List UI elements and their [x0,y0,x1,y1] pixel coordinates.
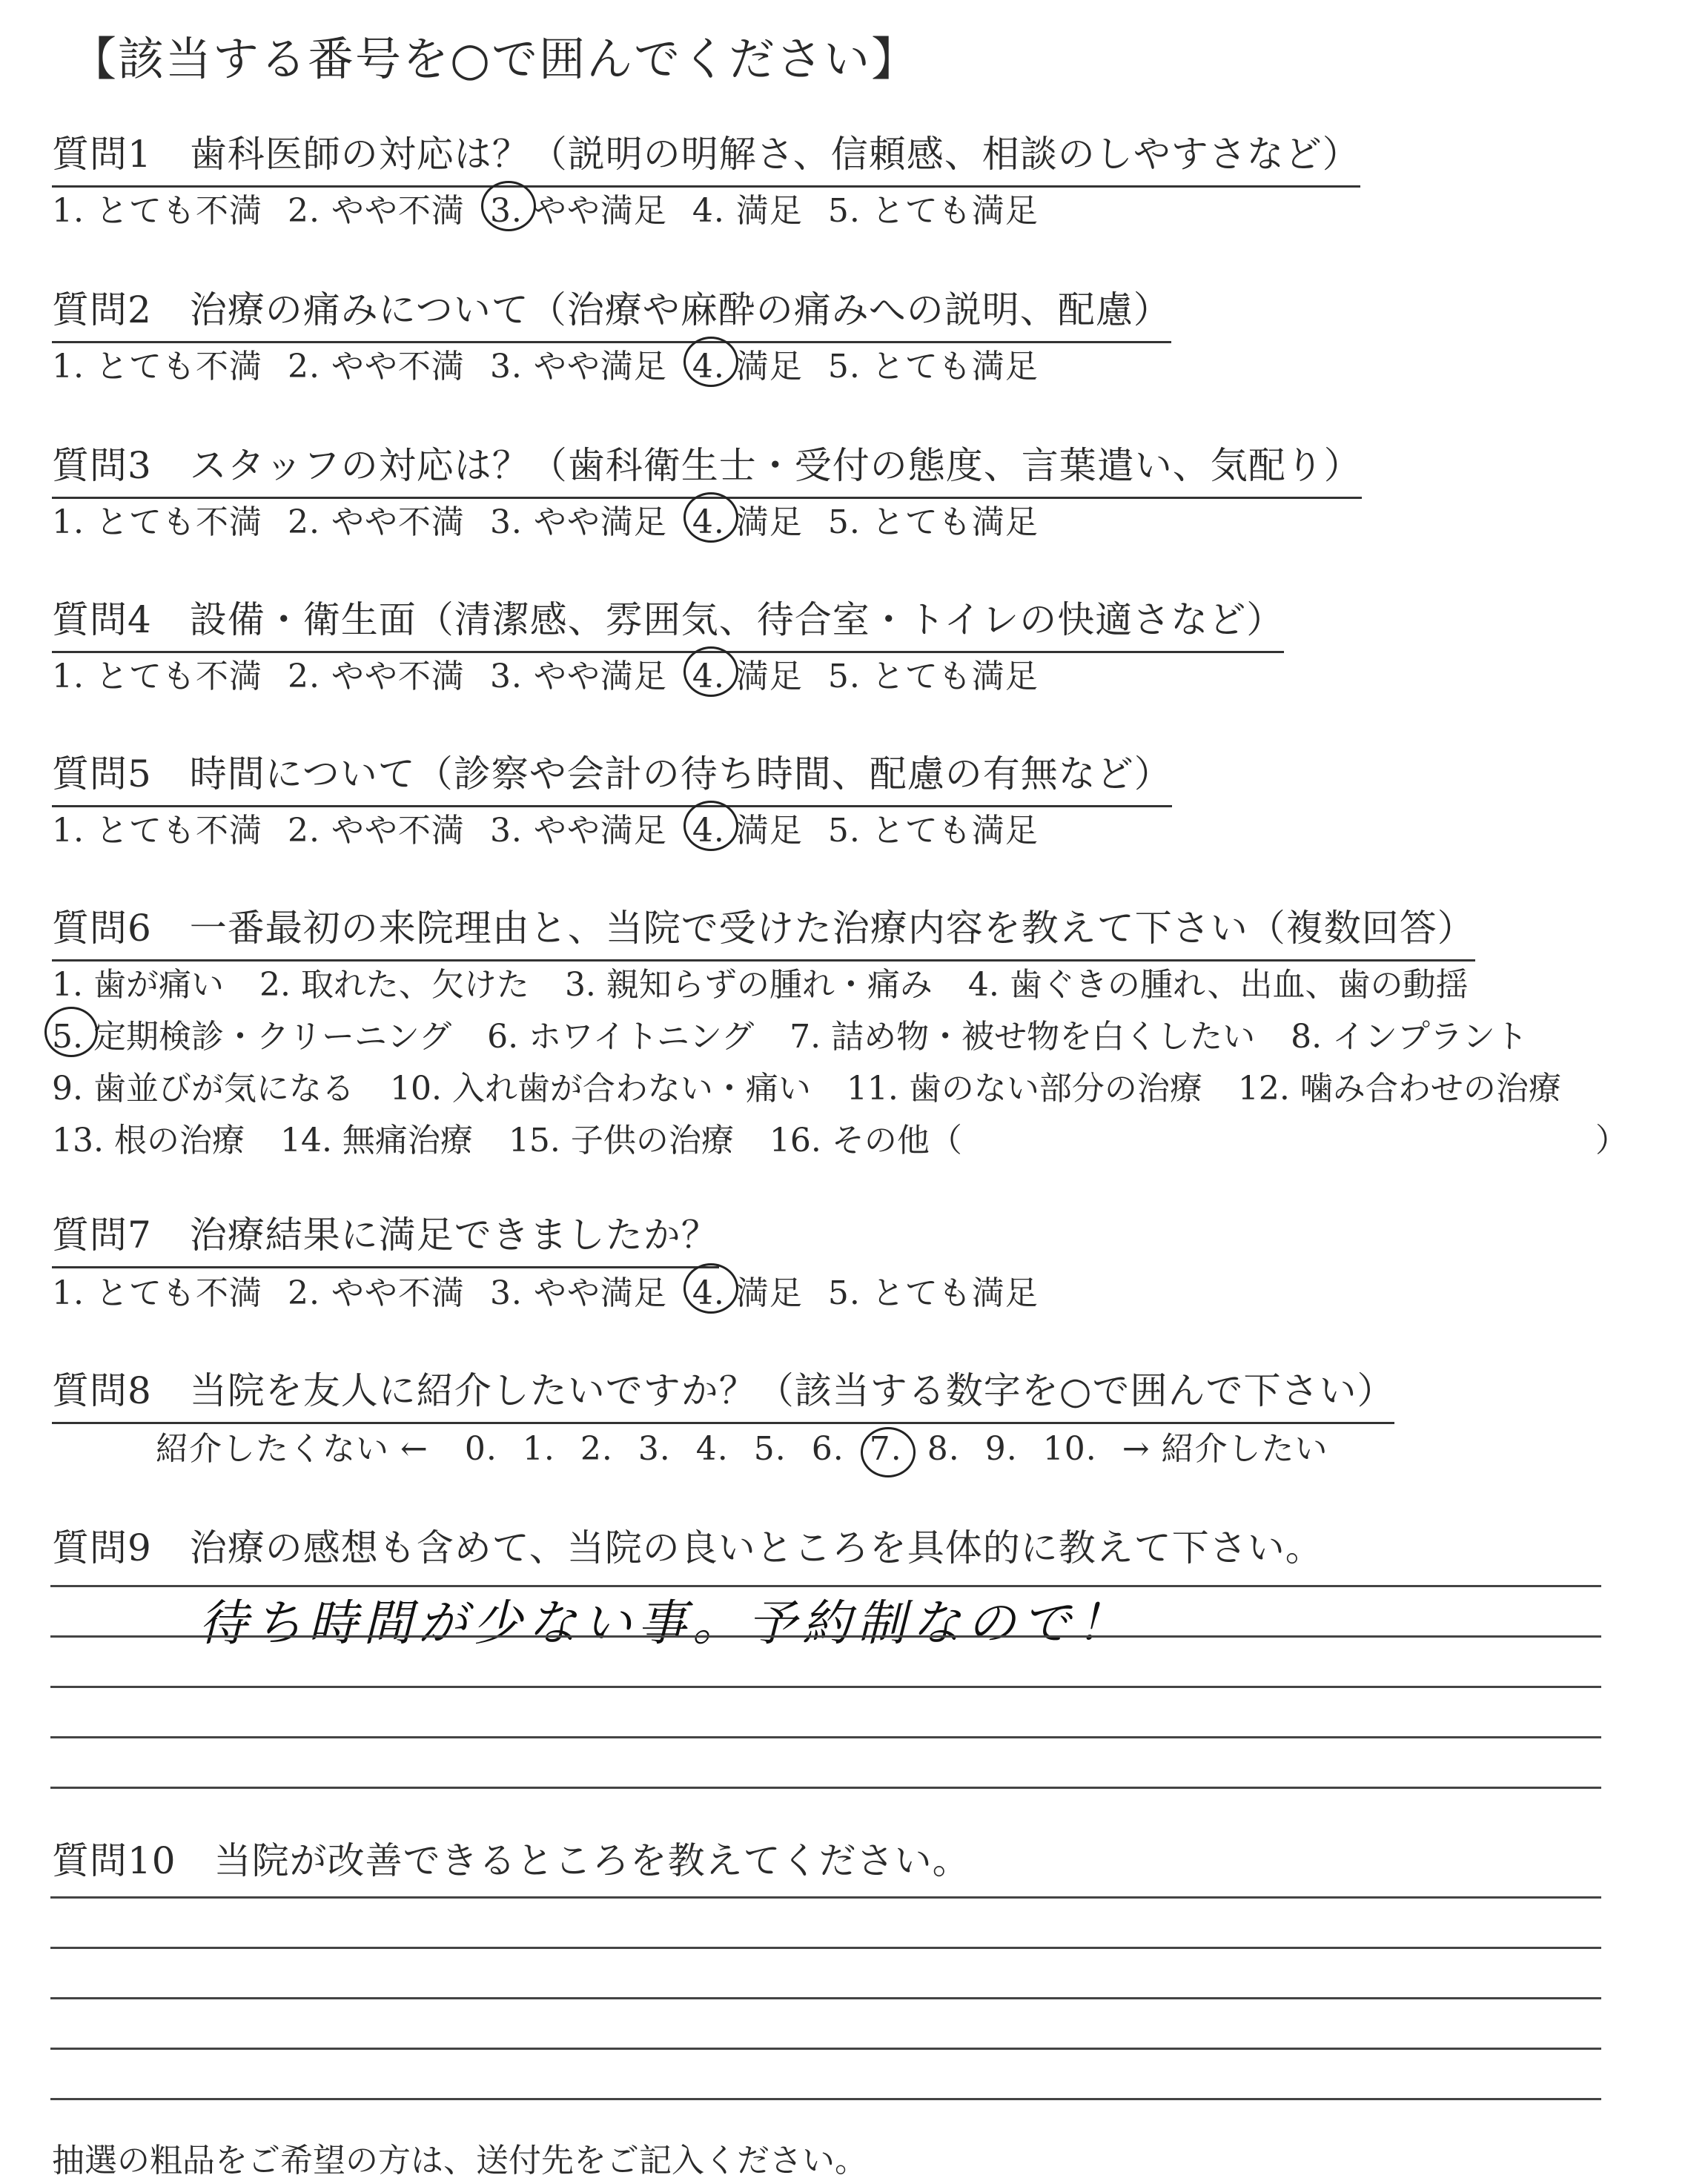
question-8-left-text: 紹介したくない ← [156,1430,428,1468]
recommend-number: 0. [464,1430,497,1468]
scale-option: 4. 満足 [692,192,803,230]
scale-option: 5. とても満足 [827,1274,1039,1312]
recommend-number: 5. [753,1430,787,1468]
question-9-label: 質問9 治療の感想も含めて、当院の良いところを具体的に教えて下さい。 [52,1526,1323,1569]
scale-option: 4. 満足 [692,1266,803,1314]
scale-option: 2. やや不満 [287,503,465,541]
treatment-option: 6. ホワイトニング [487,1018,755,1056]
scale-option: 5. とても満足 [827,348,1039,385]
treatment-option: 13. 根の治療 [52,1122,245,1159]
recommend-number: 6. [811,1430,844,1468]
answer-line [50,1736,1601,1738]
scale-option: 2. やや不満 [287,348,465,385]
page-title: 【該当する番号を○で囲んでください】 [70,32,919,86]
scale-option: 2. やや不満 [287,658,465,695]
scale-option: 1. とても不満 [52,658,262,695]
question-7-label: 質問7 治療結果に満足できましたか？ [52,1205,719,1268]
scale-option: 4. 満足 [692,340,803,387]
question-3-label: 質問3 スタッフの対応は？（歯科衛生士・受付の態度、言葉遣い、気配り） [52,436,1362,499]
question-1-label: 質問1 歯科医師の対応は？（説明の明解さ、信頼感、相談のしやすさなど） [52,125,1360,188]
scale-option: 5. とても満足 [827,503,1039,541]
recommend-number: 4. [695,1430,729,1468]
question-5-scale [52,804,1064,851]
scale-option: 2. やや不満 [287,812,465,850]
treatment-option: 10. 入れ歯が合わない・痛い [389,1070,811,1108]
question-1-scale [52,184,1064,231]
treatment-option: 12. 噛み合わせの治療 [1237,1070,1561,1108]
scale-option: 3. やや満足 [489,812,667,850]
treatment-option: 8. インプラント [1291,1018,1529,1056]
scale-option: 5. とても満足 [827,192,1039,230]
answer-line [50,1686,1601,1688]
scale-option: 1. とても不満 [52,503,262,541]
question-10-label: 質問10 当院が改善できるところを教えてください。 [52,1839,970,1882]
scale-option: 1. とても不満 [52,192,262,230]
question-4-scale [52,649,1064,697]
treatment-option: 16. その他（ [769,1122,962,1159]
treatment-option: 2. 取れた、欠けた [259,966,529,1004]
treatment-option: 3. 親知らずの腫れ・痛み [564,966,933,1004]
scale-option: 1. とても不満 [52,1274,262,1312]
question-8-right-text: → 紹介したい [1122,1430,1328,1468]
treatment-option: 14. 無痛治療 [279,1122,473,1159]
recommend-number: 3. [638,1430,671,1468]
scale-option: 3. やや満足 [489,658,667,695]
recommend-number: 2. [580,1430,613,1468]
treatment-option: 11. 歯のない部分の治療 [846,1070,1202,1108]
scale-option: 1. とても不満 [52,348,262,385]
recommend-number: 10. [1042,1430,1097,1468]
question-2-label: 質問2 治療の痛みについて（治療や麻酔の痛みへの説明、配慮） [52,280,1171,343]
question-2-scale [52,340,1064,387]
scale-option: 5. とても満足 [827,812,1039,850]
question-7-scale [52,1266,1064,1314]
recommend-number: 1. [522,1430,555,1468]
question-6-row-3 [52,1062,1597,1109]
treatment-option: 7. 詰め物・被せ物を白くしたい [790,1018,1256,1056]
question-4-label: 質問4 設備・衛生面（清潔感、雰囲気、待合室・トイレの快適さなど） [52,590,1284,653]
scale-option: 3. やや満足 [490,184,667,231]
question-9-handwritten-answer: 待ち時間が少ない事。予約制なので！ [199,1595,1131,1652]
answer-line [50,1997,1601,1999]
scale-option: 2. やや不満 [287,192,465,230]
question-8-label: 質問8 当院を友人に紹介したいですか？（該当する数字を○で囲んで下さい） [52,1361,1394,1424]
scale-option: 1. とても不満 [52,812,262,850]
scale-option: 4. 満足 [692,495,803,543]
answer-line [50,1947,1601,1949]
treatment-option: 9. 歯並びが気になる [52,1070,354,1108]
treatment-option: 5. 定期検診・クリーニング [52,1010,451,1057]
scale-option: 3. やや満足 [489,348,667,385]
question-6-row-1 [52,958,1504,1005]
treatment-option: 1. 歯が痛い [52,966,224,1004]
question-5-label: 質問5 時間について（診察や会計の待ち時間、配慮の有無など） [52,744,1172,807]
treatment-option: 4. 歯ぐきの腫れ、出血、歯の動揺 [967,966,1469,1004]
answer-line [50,1635,1601,1638]
scale-option: 3. やや満足 [489,1274,667,1312]
treatment-option: 15. 子供の治療 [508,1122,734,1159]
scale-option: 5. とても満足 [827,658,1039,695]
footer-note: 抽選の粗品をご希望の方は、送付先をご記入ください。 [52,2142,867,2180]
scale-option: 2. やや不満 [287,1274,465,1312]
answer-line [50,1896,1601,1899]
question-6-row-2 [52,1010,1563,1057]
answer-line [50,2048,1601,2050]
recommend-number: 9. [984,1430,1018,1468]
answer-line [50,1787,1601,1789]
scale-option: 3. やや満足 [489,503,667,541]
question-6-row-4 [52,1113,998,1161]
question-3-scale [52,495,1064,543]
question-6-close-paren: ） [1595,1122,1628,1159]
question-8-scale [156,1422,1354,1469]
recommend-number: 7. [869,1430,902,1468]
recommend-number: 8. [927,1430,960,1468]
answer-line [50,2098,1601,2100]
question-6-label: 質問6 一番最初の来院理由と、当院で受けた治療内容を教えて下さい（複数回答） [52,898,1475,962]
scale-option: 4. 満足 [692,649,803,697]
scale-option: 4. 満足 [692,804,803,851]
